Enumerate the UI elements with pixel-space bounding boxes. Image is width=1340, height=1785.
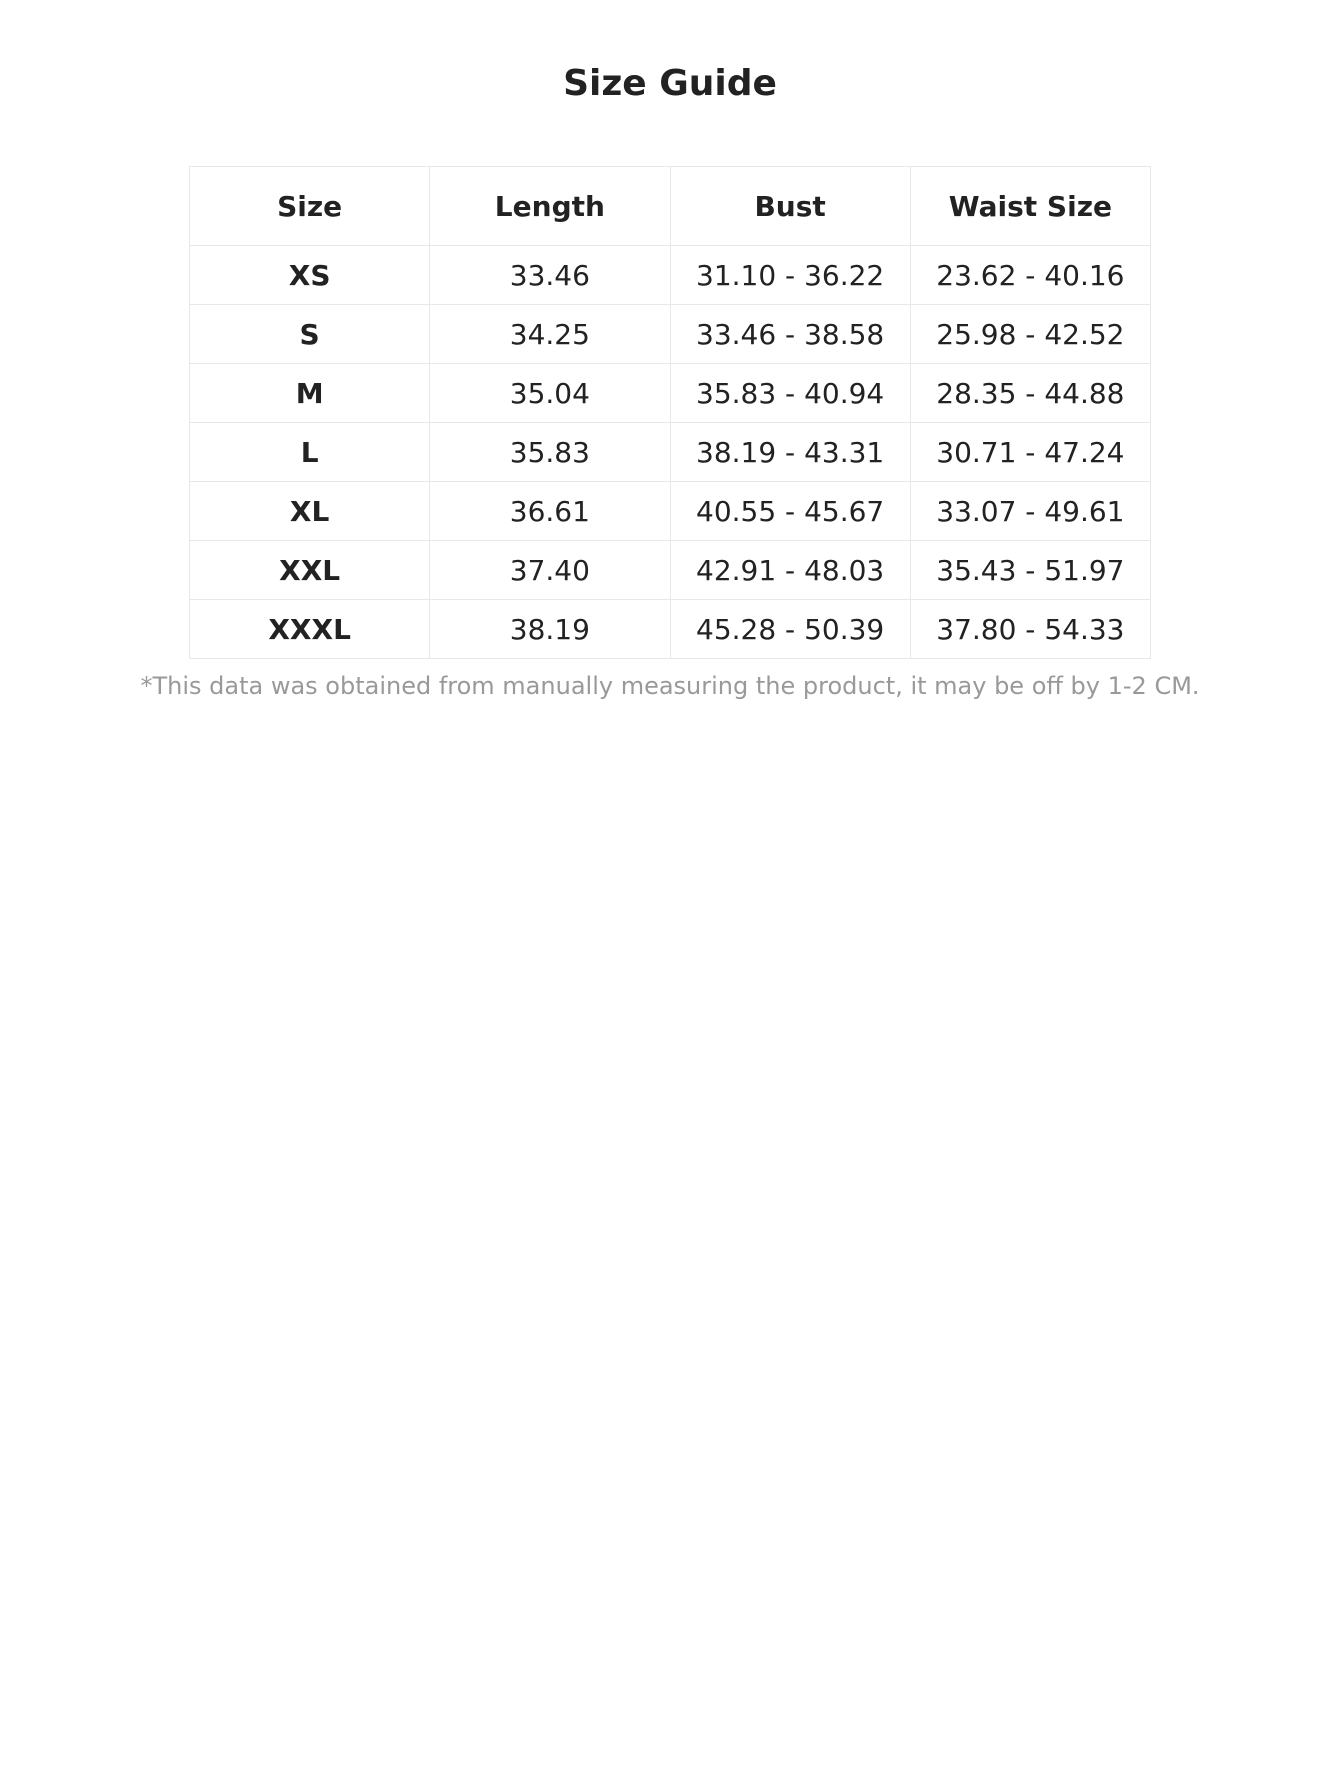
table-row — [190, 541, 1151, 600]
waist-cell: 35.43 - 51.97 — [910, 541, 1150, 600]
waist-cell: 37.80 - 54.33 — [910, 600, 1150, 659]
bust-cell: 31.10 - 36.22 — [670, 246, 910, 305]
length-cell: 33.46 — [430, 246, 670, 305]
page-title: Size Guide — [563, 63, 777, 104]
table-row — [190, 305, 1151, 364]
waist-cell: 28.35 - 44.88 — [910, 364, 1150, 423]
table-row — [190, 600, 1151, 659]
size-cell: XXL — [190, 541, 430, 600]
table-header-row — [190, 167, 1151, 246]
length-cell: 37.40 — [430, 541, 670, 600]
waist-cell: 30.71 - 47.24 — [910, 423, 1150, 482]
waist-cell: 23.62 - 40.16 — [910, 246, 1150, 305]
waist-cell: 25.98 - 42.52 — [910, 305, 1150, 364]
table-row — [190, 246, 1151, 305]
length-cell: 36.61 — [430, 482, 670, 541]
table-row — [190, 423, 1151, 482]
length-cell: 38.19 — [430, 600, 670, 659]
size-guide-table — [189, 166, 1151, 659]
size-cell: M — [190, 364, 430, 423]
bust-cell: 40.55 - 45.67 — [670, 482, 910, 541]
bust-cell: 33.46 - 38.58 — [670, 305, 910, 364]
size-cell: XL — [190, 482, 430, 541]
length-cell: 35.04 — [430, 364, 670, 423]
size-cell: L — [190, 423, 430, 482]
size-cell: XXXL — [190, 600, 430, 659]
header-waist-size: Waist Size — [910, 167, 1150, 246]
bust-cell: 42.91 - 48.03 — [670, 541, 910, 600]
table-row — [190, 482, 1151, 541]
size-cell: S — [190, 305, 430, 364]
length-cell: 34.25 — [430, 305, 670, 364]
header-length: Length — [430, 167, 670, 246]
table-row — [190, 364, 1151, 423]
header-size: Size — [190, 167, 430, 246]
bust-cell: 38.19 - 43.31 — [670, 423, 910, 482]
size-cell: XS — [190, 246, 430, 305]
waist-cell: 33.07 - 49.61 — [910, 482, 1150, 541]
length-cell: 35.83 — [430, 423, 670, 482]
bust-cell: 35.83 - 40.94 — [670, 364, 910, 423]
header-bust: Bust — [670, 167, 910, 246]
measurement-disclaimer: *This data was obtained from manually measuring the product, it may be off by 1-2 CM. — [140, 672, 1200, 700]
bust-cell: 45.28 - 50.39 — [670, 600, 910, 659]
